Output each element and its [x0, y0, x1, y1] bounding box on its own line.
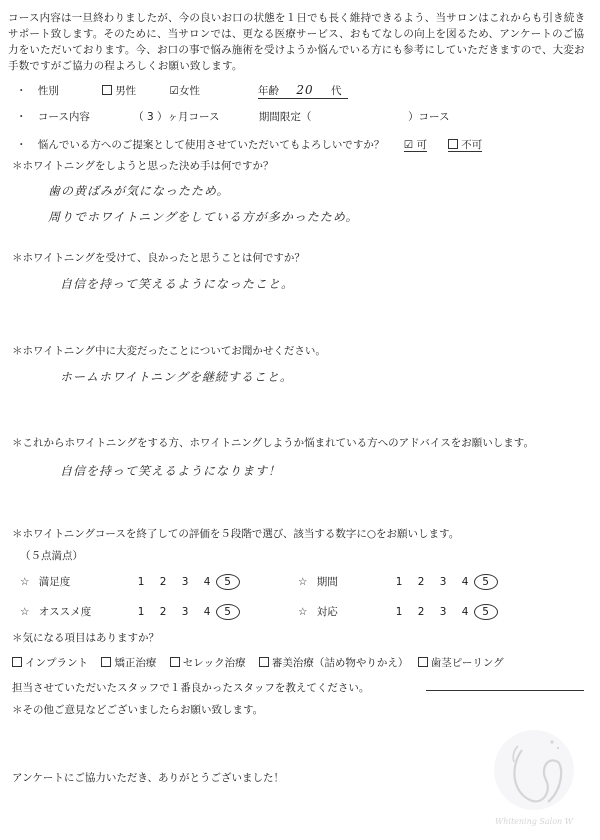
female-checkbox[interactable]: ☑ [169, 85, 179, 97]
age-field[interactable] [258, 83, 348, 99]
thanks-text: アンケートにご協力いただき、ありがとうございました！ [12, 772, 284, 784]
checkbox-icon [101, 657, 111, 667]
interest-option-implant[interactable]: インプラント [12, 657, 88, 669]
rating-satisfaction [20, 574, 240, 590]
age-unit: 代 [330, 85, 342, 97]
rating-label: 対応 [316, 606, 338, 618]
age-label: 年齢 [258, 85, 279, 97]
star-icon: ☆ [20, 576, 30, 588]
q5-question: ＊ホワイトニングコースを終了しての評価を５段階で選び、該当する数字に○をお願いします。 [12, 528, 460, 540]
consent-question: 悩んでいる方へのご提案として使用させていただいてもよろしいですか？ [37, 139, 385, 151]
interest-option-aesthetic[interactable]: 審美治療（詰め物やりかえ） [259, 657, 409, 669]
rating-scale[interactable]: 1 2 3 4 5 [130, 606, 240, 618]
interest-option-gum-peeling[interactable]: 歯茎ピーリング [418, 657, 504, 669]
male-label: 男性 [115, 85, 137, 97]
interest-option-ortho[interactable]: 矯正治療 [101, 657, 156, 669]
rating-scale[interactable]: 1 2 3 4 5 [388, 606, 498, 618]
selected-rating-circle: 5 [474, 604, 498, 620]
gender-row [16, 83, 200, 98]
selected-rating-circle: 5 [474, 574, 498, 590]
checkbox-icon [12, 657, 22, 667]
q5-note: （５点満点） [20, 550, 83, 562]
consent-row [16, 137, 482, 152]
q3-question: ＊ホワイトニング中に大変だったことについてお聞かせください。 [12, 345, 326, 357]
star-icon: ☆ [298, 576, 308, 588]
interest-question: ＊気になる項目はありますか？ [12, 632, 159, 644]
limited-label: 期間限定（ [258, 111, 312, 123]
checkbox-icon [259, 657, 269, 667]
q2-question: ＊ホワイトニングを受けて、良かったと思うことは何ですか？ [12, 252, 305, 264]
age-value: 20 [296, 83, 314, 97]
rating-scale[interactable]: 1 2 3 4 5 [130, 576, 240, 588]
q1-answer-line2: 周りでホワイトニングをしている方が多かったため。 [48, 210, 359, 224]
male-checkbox[interactable] [102, 85, 112, 95]
female-label: 女性 [178, 85, 200, 97]
gender-label: 性別 [37, 85, 59, 97]
q2-answer: 自信を持って笑えるようになったこと。 [60, 277, 295, 291]
staff-answer-field[interactable] [426, 690, 584, 691]
rating-scale[interactable]: 1 2 3 4 5 [388, 576, 498, 588]
svg-text:Whitening Salon W: Whitening Salon W [495, 817, 573, 826]
interest-options [12, 655, 504, 670]
limited-close: ）コース [408, 111, 450, 123]
months-value[interactable]: 3 [147, 111, 154, 123]
bullet: ・ [16, 111, 27, 123]
other-question: ＊その他ご意見などございましたらお願い致します。 [12, 704, 264, 716]
star-icon: ☆ [298, 606, 308, 618]
consent-ng-option[interactable]: 不可 [448, 139, 482, 152]
rating-service [298, 604, 498, 620]
checkbox-icon [448, 139, 458, 149]
checkbox-icon [170, 657, 180, 667]
bullet: ・ [16, 85, 27, 97]
check-icon: ☑ [403, 139, 414, 151]
bullet: ・ [16, 139, 27, 151]
selected-rating-circle: 5 [216, 574, 240, 590]
course-label: コース内容 [37, 111, 90, 123]
rating-period [298, 574, 498, 590]
q1-answer-line1: 歯の黄ばみが気になったため。 [48, 184, 230, 198]
q4-question: ＊これからホワイトニングをする方、ホワイトニングしようか悩まれている方へのアドバイスをお願いします。 [12, 437, 534, 449]
q3-answer: ホームホワイトニングを継続すること。 [60, 370, 293, 384]
star-icon: ☆ [20, 606, 30, 618]
months-close: ）ヶ月コース [157, 111, 220, 123]
staff-question: 担当させていただいたスタッフで１番良かったスタッフを教えてください。 [12, 682, 370, 694]
q1-question: ＊ホワイトニングをしようと思った決め手は何ですか？ [12, 160, 274, 172]
months-open: （ [133, 111, 144, 123]
q4-answer: 自信を持って笑えるようになります！ [60, 464, 282, 478]
rating-label: オススメ度 [38, 606, 92, 618]
rating-recommend [20, 604, 240, 620]
rating-label: 期間 [316, 576, 338, 588]
checkbox-icon [418, 657, 428, 667]
intro-text: コース内容は一旦終わりましたが、今の良いお口の状態を１日でも長く維持できるよう、当サロンはこれからも引き続きサポート致します。そのために、当サロンでは、更なる医療サービス、おもてなしの向上を図るため、アンケートのご協力をいただいております。今、お口の事で悩み施術を受けようか悩んでいる方にも参考にしていただきますので、大変お手数ですがご協力の程よろしくお願い致します。 [8, 12, 586, 72]
interest-option-cerec[interactable]: セレック治療 [170, 657, 246, 669]
rating-label: 満足度 [38, 576, 71, 588]
course-row [16, 109, 450, 124]
salon-logo-watermark [478, 720, 590, 832]
selected-rating-circle: 5 [216, 604, 240, 620]
consent-ok-option[interactable]: ☑ 可 [403, 139, 427, 151]
